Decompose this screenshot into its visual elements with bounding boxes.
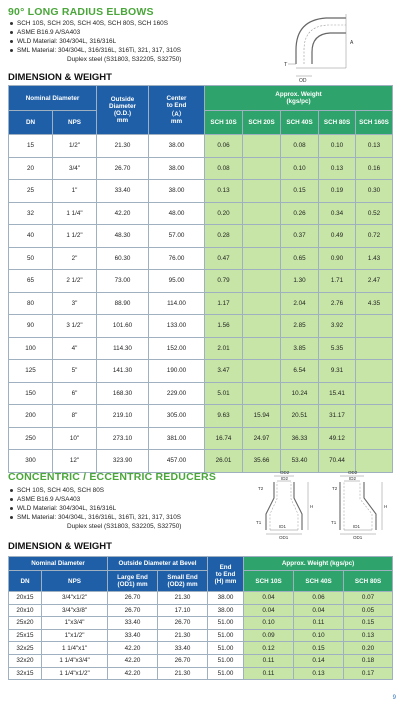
table-row bbox=[9, 654, 393, 667]
table-cell: 0.20 bbox=[344, 642, 393, 655]
table-cell bbox=[356, 427, 393, 450]
table-cell bbox=[243, 202, 281, 225]
table-cell: 0.15 bbox=[281, 180, 319, 203]
table-cell: 133.00 bbox=[149, 315, 205, 338]
reducers-table bbox=[8, 556, 393, 680]
table-cell: 0.06 bbox=[294, 592, 344, 605]
table-cell: 1.56 bbox=[205, 315, 243, 338]
reducers-dim-title: DIMENSION & WEIGHT bbox=[8, 541, 112, 552]
table-row bbox=[9, 315, 393, 338]
table-cell: 42.20 bbox=[108, 654, 158, 667]
table-cell: 20x10 bbox=[9, 604, 42, 617]
table-cell bbox=[243, 292, 281, 315]
table-cell: 26.70 bbox=[108, 592, 158, 605]
label-od2: OD2 bbox=[280, 470, 290, 475]
label-id1-ecc: ID1 bbox=[353, 524, 361, 529]
table-cell: 0.10 bbox=[319, 135, 356, 158]
table-cell: 0.20 bbox=[205, 202, 243, 225]
elbows-dim-title: DIMENSION & WEIGHT bbox=[8, 72, 112, 83]
table-cell: 20 bbox=[9, 157, 53, 180]
table-cell: 26.70 bbox=[97, 157, 149, 180]
table-cell: 33.40 bbox=[158, 642, 208, 655]
table-cell: 0.13 bbox=[294, 667, 344, 680]
table-cell: 1" bbox=[53, 180, 97, 203]
table-cell bbox=[243, 360, 281, 383]
table-cell: 0.34 bbox=[319, 202, 356, 225]
table-cell: 2.04 bbox=[281, 292, 319, 315]
table-cell: 24.97 bbox=[243, 427, 281, 450]
table-cell: 0.49 bbox=[319, 225, 356, 248]
table-cell: 0.04 bbox=[294, 604, 344, 617]
table-cell bbox=[356, 405, 393, 428]
table-cell: 114.00 bbox=[149, 292, 205, 315]
header-dn: DN bbox=[9, 111, 53, 135]
table-row bbox=[9, 135, 393, 158]
header-dn: DN bbox=[9, 571, 42, 592]
table-cell: 26.70 bbox=[158, 617, 208, 630]
table-cell bbox=[243, 225, 281, 248]
table-cell: 0.04 bbox=[244, 592, 294, 605]
table-cell: 38.00 bbox=[208, 604, 244, 617]
table-cell: 5" bbox=[53, 360, 97, 383]
table-cell: 26.01 bbox=[205, 450, 243, 473]
table-cell: 0.07 bbox=[344, 592, 393, 605]
label-od2-ecc: OD2 bbox=[348, 470, 358, 475]
table-row bbox=[9, 247, 393, 270]
table-cell: 0.15 bbox=[344, 617, 393, 630]
table-cell: 9.31 bbox=[319, 360, 356, 383]
table-row bbox=[9, 292, 393, 315]
table-row bbox=[9, 592, 393, 605]
table-row bbox=[9, 337, 393, 360]
table-cell: 305.00 bbox=[149, 405, 205, 428]
header-center-to-end: Center to End （A） mm bbox=[149, 86, 205, 135]
table-cell: 200 bbox=[9, 405, 53, 428]
table-cell: 3" bbox=[53, 292, 97, 315]
table-row bbox=[9, 642, 393, 655]
table-cell: 26.70 bbox=[108, 604, 158, 617]
label-t1: T1 bbox=[256, 520, 262, 525]
table-row bbox=[9, 604, 393, 617]
header-sch20s: SCH 20S bbox=[243, 111, 281, 135]
elbow-diagram bbox=[268, 6, 396, 84]
table-cell: 57.00 bbox=[149, 225, 205, 248]
table-cell: 152.00 bbox=[149, 337, 205, 360]
table-cell: 60.30 bbox=[97, 247, 149, 270]
table-row bbox=[9, 617, 393, 630]
table-cell: 20.51 bbox=[281, 405, 319, 428]
table-cell: 26.70 bbox=[158, 654, 208, 667]
table-cell: 190.00 bbox=[149, 360, 205, 383]
table-cell: 3/4" bbox=[53, 157, 97, 180]
header-small-end: Small End (OD2) mm bbox=[158, 571, 208, 592]
table-cell bbox=[356, 337, 393, 360]
table-cell: 1 1/2" bbox=[53, 225, 97, 248]
header-nominal-diameter: Nominal Diameter bbox=[9, 86, 97, 111]
table-cell: 1 1/4"x1/2" bbox=[42, 667, 108, 680]
spec-item: SCH 10S, SCH 40S, SCH 80S bbox=[10, 486, 181, 495]
table-cell: 1.17 bbox=[205, 292, 243, 315]
header-od-at-bevel: Outside Diameter at Bevel bbox=[108, 557, 208, 571]
table-cell: 35.66 bbox=[243, 450, 281, 473]
table-row bbox=[9, 360, 393, 383]
table-cell: 33.40 bbox=[97, 180, 149, 203]
table-cell: 1 1/4"x3/4" bbox=[42, 654, 108, 667]
table-cell: 50 bbox=[9, 247, 53, 270]
table-cell: 0.13 bbox=[205, 180, 243, 203]
table-cell: 51.00 bbox=[208, 642, 244, 655]
label-t1-ecc: T1 bbox=[331, 520, 337, 525]
table-cell: 95.00 bbox=[149, 270, 205, 293]
table-cell: 2.85 bbox=[281, 315, 319, 338]
table-cell: 2 1/2" bbox=[53, 270, 97, 293]
table-cell: 457.00 bbox=[149, 450, 205, 473]
table-cell: 2" bbox=[53, 247, 97, 270]
table-cell: 76.00 bbox=[149, 247, 205, 270]
table-cell bbox=[243, 337, 281, 360]
table-cell: 1"x1/2" bbox=[42, 629, 108, 642]
table-cell bbox=[356, 360, 393, 383]
label-id1: ID1 bbox=[279, 524, 287, 529]
table-cell: 12" bbox=[53, 450, 97, 473]
spec-item-continued: Duplex steel (S31803, S32205, S32750) bbox=[67, 56, 182, 63]
table-cell: 168.30 bbox=[97, 382, 149, 405]
table-cell: 273.10 bbox=[97, 427, 149, 450]
table-cell: 2.76 bbox=[319, 292, 356, 315]
table-cell: 38.00 bbox=[149, 180, 205, 203]
table-cell bbox=[356, 382, 393, 405]
table-cell: 3.92 bbox=[319, 315, 356, 338]
table-cell: 88.90 bbox=[97, 292, 149, 315]
spec-item: SML Material: 304/304L, 316/316L, 316Ti, 321, 317, 310S bbox=[10, 46, 181, 55]
table-cell: 0.10 bbox=[294, 629, 344, 642]
table-cell: 0.13 bbox=[319, 157, 356, 180]
table-cell: 1.30 bbox=[281, 270, 319, 293]
label-id2-ecc: ID2 bbox=[349, 476, 357, 481]
table-cell: 0.19 bbox=[319, 180, 356, 203]
table-row bbox=[9, 382, 393, 405]
table-cell: 40 bbox=[9, 225, 53, 248]
table-cell: 4.35 bbox=[356, 292, 393, 315]
table-cell: 0.52 bbox=[356, 202, 393, 225]
table-cell: 15 bbox=[9, 135, 53, 158]
table-cell: 65 bbox=[9, 270, 53, 293]
table-cell: 0.11 bbox=[294, 617, 344, 630]
table-row bbox=[9, 225, 393, 248]
table-cell: 0.65 bbox=[281, 247, 319, 270]
table-cell: 51.00 bbox=[208, 667, 244, 680]
header-nominal-diameter: Nominal Diameter bbox=[9, 557, 108, 571]
spec-item: WLD Material: 304/304L, 316/316L bbox=[10, 504, 181, 513]
table-row bbox=[9, 427, 393, 450]
table-cell: 2.01 bbox=[205, 337, 243, 360]
elbows-table bbox=[8, 85, 393, 473]
table-cell: 0.05 bbox=[344, 604, 393, 617]
label-od1: OD1 bbox=[279, 535, 289, 540]
table-cell: 25x20 bbox=[9, 617, 42, 630]
table-row bbox=[9, 405, 393, 428]
table-cell: 25x15 bbox=[9, 629, 42, 642]
table-cell: 9.63 bbox=[205, 405, 243, 428]
table-cell: 0.30 bbox=[356, 180, 393, 203]
header-sch160s: SCH 160S bbox=[356, 111, 393, 135]
table-cell: 0.17 bbox=[344, 667, 393, 680]
table-cell bbox=[243, 315, 281, 338]
table-cell: 38.00 bbox=[149, 135, 205, 158]
reducer-diagram bbox=[252, 468, 396, 540]
spec-item: SML Material: 304/304L, 316/316L, 316Ti, 321, 317, 310S bbox=[10, 513, 181, 522]
table-cell: 0.16 bbox=[356, 157, 393, 180]
header-sch80s: SCH 80S bbox=[319, 111, 356, 135]
table-cell: 42.20 bbox=[97, 202, 149, 225]
table-cell: 0.04 bbox=[244, 604, 294, 617]
table-cell: 5.35 bbox=[319, 337, 356, 360]
table-cell: 21.30 bbox=[158, 629, 208, 642]
table-cell: 4" bbox=[53, 337, 97, 360]
table-cell: 323.90 bbox=[97, 450, 149, 473]
table-cell: 5.01 bbox=[205, 382, 243, 405]
table-cell: 38.00 bbox=[149, 157, 205, 180]
table-cell bbox=[243, 270, 281, 293]
table-cell: 0.90 bbox=[319, 247, 356, 270]
table-cell: 21.30 bbox=[158, 667, 208, 680]
label-id2: ID2 bbox=[281, 476, 289, 481]
table-cell: 1.71 bbox=[319, 270, 356, 293]
table-cell: 0.72 bbox=[356, 225, 393, 248]
table-cell: 0.37 bbox=[281, 225, 319, 248]
table-cell: 53.40 bbox=[281, 450, 319, 473]
table-cell: 0.09 bbox=[244, 629, 294, 642]
table-cell: 381.00 bbox=[149, 427, 205, 450]
table-cell: 2.47 bbox=[356, 270, 393, 293]
header-sch80s: SCH 80S bbox=[344, 571, 393, 592]
table-cell bbox=[243, 135, 281, 158]
table-cell: 33.40 bbox=[108, 629, 158, 642]
table-cell: 1 1/4"x1" bbox=[42, 642, 108, 655]
table-cell: 0.26 bbox=[281, 202, 319, 225]
table-cell: 42.20 bbox=[108, 667, 158, 680]
table-cell: 90 bbox=[9, 315, 53, 338]
table-cell: 0.28 bbox=[205, 225, 243, 248]
label-h: H bbox=[310, 504, 314, 509]
table-cell: 1 1/4" bbox=[53, 202, 97, 225]
spec-item-continued: Duplex steel (S31803, S32205, S32750) bbox=[67, 523, 182, 530]
header-nps: NPS bbox=[42, 571, 108, 592]
table-cell: 0.08 bbox=[281, 135, 319, 158]
header-sch10s: SCH 10S bbox=[244, 571, 294, 592]
table-cell: 0.12 bbox=[244, 642, 294, 655]
table-cell: 8" bbox=[53, 405, 97, 428]
elbows-specs bbox=[10, 19, 181, 64]
table-cell: 0.13 bbox=[356, 135, 393, 158]
table-cell: 16.74 bbox=[205, 427, 243, 450]
table-cell: 0.06 bbox=[205, 135, 243, 158]
header-sch10s: SCH 10S bbox=[205, 111, 243, 135]
table-cell: 70.44 bbox=[319, 450, 356, 473]
table-cell: 0.10 bbox=[244, 617, 294, 630]
diagram-label-t: T bbox=[284, 62, 288, 68]
spec-item: SCH 10S, SCH 20S, SCH 40S, SCH 80S, SCH 160S bbox=[10, 19, 181, 28]
table-cell: 1"x3/4" bbox=[42, 617, 108, 630]
table-cell: 51.00 bbox=[208, 654, 244, 667]
label-t2: T2 bbox=[258, 486, 264, 491]
label-t2-ecc: T2 bbox=[332, 486, 338, 491]
table-cell: 114.30 bbox=[97, 337, 149, 360]
table-cell: 0.13 bbox=[344, 629, 393, 642]
table-cell bbox=[243, 180, 281, 203]
label-h-ecc: H bbox=[384, 504, 388, 509]
table-cell: 31.17 bbox=[319, 405, 356, 428]
table-cell: 0.11 bbox=[244, 654, 294, 667]
table-cell bbox=[243, 157, 281, 180]
table-cell: 32 bbox=[9, 202, 53, 225]
header-nps: NPS bbox=[53, 111, 97, 135]
table-row bbox=[9, 180, 393, 203]
table-cell: 3.85 bbox=[281, 337, 319, 360]
table-cell: 73.00 bbox=[97, 270, 149, 293]
diagram-label-a: A bbox=[350, 40, 354, 46]
table-cell: 0.15 bbox=[294, 642, 344, 655]
table-cell: 1.43 bbox=[356, 247, 393, 270]
header-approx-weight: Approx. Weight (kgs/pc) bbox=[205, 86, 393, 111]
reducers-specs bbox=[10, 486, 181, 531]
table-cell: 15.94 bbox=[243, 405, 281, 428]
table-cell: 100 bbox=[9, 337, 53, 360]
table-cell: 17.10 bbox=[158, 604, 208, 617]
table-cell: 0.08 bbox=[205, 157, 243, 180]
table-cell: 219.10 bbox=[97, 405, 149, 428]
table-cell: 10.24 bbox=[281, 382, 319, 405]
header-large-end: Large End (OD1) mm bbox=[108, 571, 158, 592]
header-sch40s: SCH 40S bbox=[294, 571, 344, 592]
table-cell: 21.30 bbox=[158, 592, 208, 605]
table-cell: 32x15 bbox=[9, 667, 42, 680]
spec-item: ASME B16.9 A/SA403 bbox=[10, 28, 181, 37]
header-outside-diameter: Outside Diameter (O.D.) mm bbox=[97, 86, 149, 135]
table-row bbox=[9, 157, 393, 180]
table-cell: 0.14 bbox=[294, 654, 344, 667]
table-cell: 38.00 bbox=[208, 592, 244, 605]
table-cell: 0.47 bbox=[205, 247, 243, 270]
table-cell: 250 bbox=[9, 427, 53, 450]
table-cell: 141.30 bbox=[97, 360, 149, 383]
table-cell: 229.00 bbox=[149, 382, 205, 405]
table-cell: 25 bbox=[9, 180, 53, 203]
label-od1-ecc: OD1 bbox=[353, 535, 363, 540]
table-cell: 125 bbox=[9, 360, 53, 383]
table-cell: 3.47 bbox=[205, 360, 243, 383]
page-number: 9 bbox=[392, 695, 396, 701]
table-cell: 51.00 bbox=[208, 629, 244, 642]
header-sch40s: SCH 40S bbox=[281, 111, 319, 135]
table-row bbox=[9, 629, 393, 642]
table-cell: 36.33 bbox=[281, 427, 319, 450]
table-cell: 20x15 bbox=[9, 592, 42, 605]
table-row bbox=[9, 270, 393, 293]
table-cell bbox=[243, 247, 281, 270]
table-cell: 1/2" bbox=[53, 135, 97, 158]
table-cell: 80 bbox=[9, 292, 53, 315]
elbows-title: 90° LONG RADIUS ELBOWS bbox=[8, 6, 154, 18]
table-cell: 0.79 bbox=[205, 270, 243, 293]
table-cell: 3/4"x1/2" bbox=[42, 592, 108, 605]
table-cell: 6" bbox=[53, 382, 97, 405]
table-cell: 42.20 bbox=[108, 642, 158, 655]
spec-item: ASME B16.9 A/SA403 bbox=[10, 495, 181, 504]
header-end-to-end: End to End (H) mm bbox=[208, 557, 244, 592]
table-cell: 32x25 bbox=[9, 642, 42, 655]
table-cell bbox=[243, 382, 281, 405]
table-cell: 150 bbox=[9, 382, 53, 405]
table-cell: 6.54 bbox=[281, 360, 319, 383]
reducers-title: CONCENTRIC / ECCENTRIC REDUCERS bbox=[8, 471, 217, 483]
table-cell: 10" bbox=[53, 427, 97, 450]
table-cell: 15.41 bbox=[319, 382, 356, 405]
table-cell: 0.11 bbox=[244, 667, 294, 680]
table-cell: 51.00 bbox=[208, 617, 244, 630]
table-cell: 32x20 bbox=[9, 654, 42, 667]
table-cell: 48.00 bbox=[149, 202, 205, 225]
table-cell: 33.40 bbox=[108, 617, 158, 630]
table-cell: 21.30 bbox=[97, 135, 149, 158]
table-cell: 0.18 bbox=[344, 654, 393, 667]
table-cell: 48.30 bbox=[97, 225, 149, 248]
table-cell: 49.12 bbox=[319, 427, 356, 450]
spec-item: WLD Material: 304/304L, 316/316L bbox=[10, 37, 181, 46]
table-row bbox=[9, 202, 393, 225]
table-cell: 300 bbox=[9, 450, 53, 473]
table-cell: 0.10 bbox=[281, 157, 319, 180]
table-cell bbox=[356, 315, 393, 338]
table-cell: 3/4"x3/8" bbox=[42, 604, 108, 617]
table-row bbox=[9, 667, 393, 680]
table-cell: 101.60 bbox=[97, 315, 149, 338]
header-approx-weight: Approx. Weight (kgs/pc) bbox=[244, 557, 393, 571]
table-cell: 3 1/2" bbox=[53, 315, 97, 338]
diagram-label-od: OD bbox=[299, 78, 307, 84]
